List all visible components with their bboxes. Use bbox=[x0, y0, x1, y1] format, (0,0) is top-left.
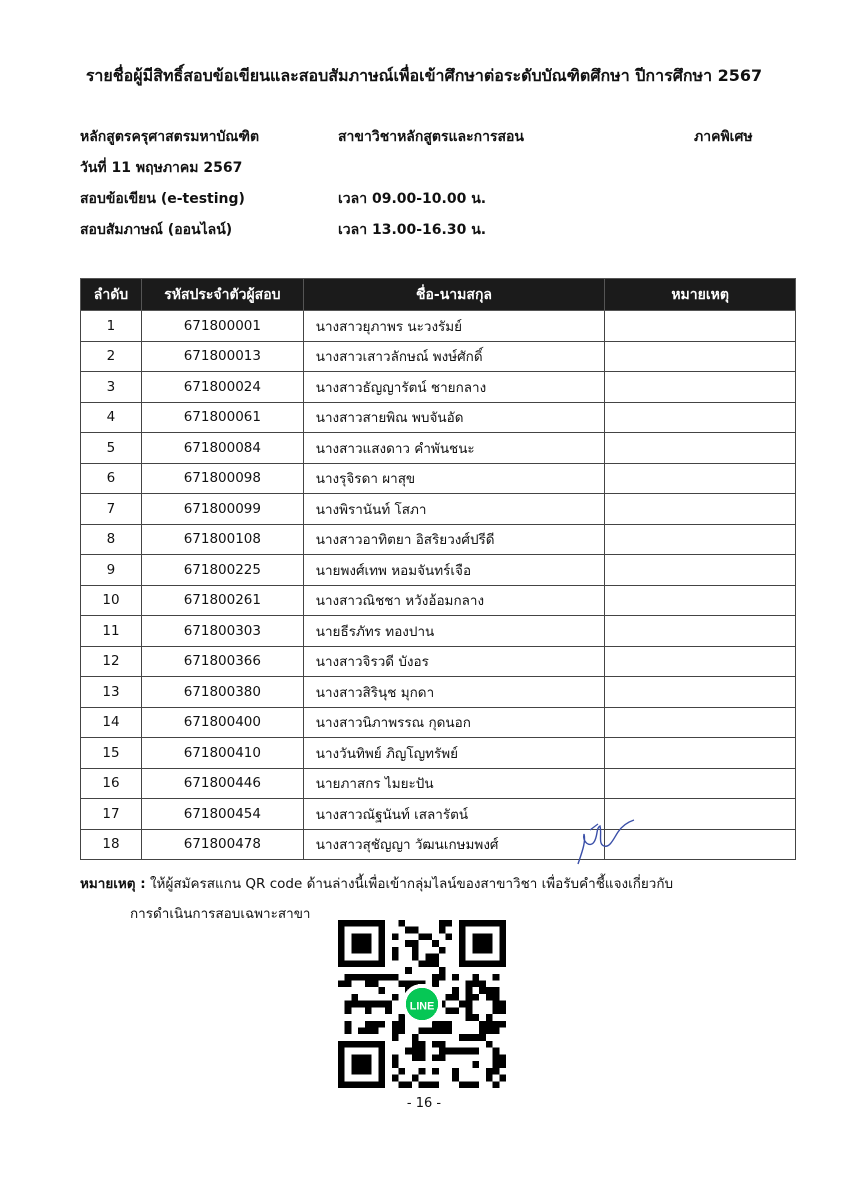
document-title: รายชื่อผู้มีสิทธิ์สอบข้อเขียนและสอบสัมภาษณ์เพื่อเข้าศึกษาต่อระดับบัณฑิตศึกษา ปีการศึกษา 2567 bbox=[85, 66, 763, 85]
header-no: ลำดับ bbox=[81, 279, 142, 311]
table-row bbox=[81, 799, 796, 830]
remark-note bbox=[80, 872, 780, 894]
cell-full-name: นายธีรภัทร ทองปาน bbox=[303, 616, 605, 647]
candidate-table bbox=[80, 278, 796, 860]
exam-date bbox=[80, 157, 242, 179]
cell-full-name: นางสาวสิรินุช มุกดา bbox=[303, 677, 605, 708]
program-name: หลักสูตรครุศาสตรมหาบัณฑิต bbox=[80, 129, 260, 145]
cell-exam-id: 671800061 bbox=[141, 402, 303, 433]
table-row bbox=[81, 463, 796, 494]
cell-no: 11 bbox=[81, 616, 142, 647]
program-line bbox=[80, 126, 753, 148]
page-number: - 16 - bbox=[406, 1096, 442, 1111]
table-row bbox=[81, 585, 796, 616]
line-group-qr-code[interactable] bbox=[338, 920, 506, 1088]
interview-label: สอบสัมภาษณ์ (ออนไลน์) bbox=[80, 222, 233, 238]
cell-exam-id: 671800024 bbox=[141, 372, 303, 403]
cell-remark bbox=[605, 524, 796, 555]
interview-time: เวลา 13.00-16.30 น. bbox=[338, 222, 487, 238]
cell-no: 12 bbox=[81, 646, 142, 677]
cell-no: 8 bbox=[81, 524, 142, 555]
header-remark: หมายเหตุ bbox=[605, 279, 796, 311]
cell-no: 10 bbox=[81, 585, 142, 616]
table-row bbox=[81, 677, 796, 708]
program-type: ภาคพิเศษ bbox=[694, 129, 753, 145]
table-row bbox=[81, 524, 796, 555]
cell-remark bbox=[605, 494, 796, 525]
interview-line bbox=[80, 219, 487, 241]
table-header-row bbox=[81, 279, 796, 311]
cell-no: 2 bbox=[81, 341, 142, 372]
table-row bbox=[81, 402, 796, 433]
table-row bbox=[81, 829, 796, 860]
cell-exam-id: 671800261 bbox=[141, 585, 303, 616]
written-exam-line bbox=[80, 188, 487, 210]
remark-label: หมายเหตุ : bbox=[80, 876, 146, 892]
table-row bbox=[81, 341, 796, 372]
cell-no: 16 bbox=[81, 768, 142, 799]
cell-no: 15 bbox=[81, 738, 142, 769]
cell-full-name: นางสาวอาทิตยา อิสริยวงศ์ปรีดี bbox=[303, 524, 605, 555]
cell-no: 6 bbox=[81, 463, 142, 494]
cell-remark bbox=[605, 616, 796, 647]
cell-exam-id: 671800446 bbox=[141, 768, 303, 799]
major-name: สาขาวิชาหลักสูตรและการสอน bbox=[338, 129, 525, 145]
cell-exam-id: 671800108 bbox=[141, 524, 303, 555]
cell-exam-id: 671800400 bbox=[141, 707, 303, 738]
table-row bbox=[81, 433, 796, 464]
cell-exam-id: 671800366 bbox=[141, 646, 303, 677]
cell-full-name: นางสาวณิชชา หวังอ้อมกลาง bbox=[303, 585, 605, 616]
cell-full-name: นางสาวนิภาพรรณ กุดนอก bbox=[303, 707, 605, 738]
cell-remark bbox=[605, 707, 796, 738]
cell-no: 17 bbox=[81, 799, 142, 830]
cell-remark bbox=[605, 341, 796, 372]
cell-full-name: นางสาวแสงดาว คำพันชนะ bbox=[303, 433, 605, 464]
cell-full-name: นางรุจิรดา ผาสุข bbox=[303, 463, 605, 494]
table-row bbox=[81, 707, 796, 738]
cell-exam-id: 671800454 bbox=[141, 799, 303, 830]
table-row bbox=[81, 646, 796, 677]
cell-full-name: นางสาวสุชัญญา วัฒนเกษมพงศ์ bbox=[303, 829, 605, 860]
cell-remark bbox=[605, 311, 796, 342]
cell-exam-id: 671800084 bbox=[141, 433, 303, 464]
written-exam-time: เวลา 09.00-10.00 น. bbox=[338, 191, 487, 207]
cell-no: 7 bbox=[81, 494, 142, 525]
cell-exam-id: 671800225 bbox=[141, 555, 303, 586]
cell-no: 18 bbox=[81, 829, 142, 860]
cell-exam-id: 671800001 bbox=[141, 311, 303, 342]
cell-remark bbox=[605, 646, 796, 677]
cell-no: 3 bbox=[81, 372, 142, 403]
cell-no: 13 bbox=[81, 677, 142, 708]
header-name: ชื่อ-นามสกุล bbox=[303, 279, 605, 311]
table-row bbox=[81, 494, 796, 525]
cell-full-name: นางสาวยุภาพร นะวงรัมย์ bbox=[303, 311, 605, 342]
cell-exam-id: 671800380 bbox=[141, 677, 303, 708]
cell-remark bbox=[605, 555, 796, 586]
cell-exam-id: 671800098 bbox=[141, 463, 303, 494]
cell-remark bbox=[605, 585, 796, 616]
cell-remark bbox=[605, 768, 796, 799]
table-row bbox=[81, 372, 796, 403]
cell-remark bbox=[605, 463, 796, 494]
cell-exam-id: 671800410 bbox=[141, 738, 303, 769]
cell-no: 4 bbox=[81, 402, 142, 433]
cell-full-name: นางสาวเสาวลักษณ์ พงษ์ศักดิ์ bbox=[303, 341, 605, 372]
table-row bbox=[81, 768, 796, 799]
remark-text-1: ให้ผู้สมัครสแกน QR code ด้านล่างนี้เพื่อเข้ากลุ่มไลน์ของสาขาวิชา เพื่อรับคำชี้แจงเกี่ยวกับ bbox=[149, 876, 674, 892]
cell-full-name: นางสาวจิรวดี บังอร bbox=[303, 646, 605, 677]
cell-exam-id: 671800099 bbox=[141, 494, 303, 525]
cell-remark bbox=[605, 677, 796, 708]
cell-full-name: นายพงศ์เทพ หอมจันทร์เจือ bbox=[303, 555, 605, 586]
cell-full-name: นายภาสกร ไมยะปัน bbox=[303, 768, 605, 799]
remark-text-2: การดำเนินการสอบเฉพาะสาขา bbox=[130, 906, 311, 922]
line-logo-text: LINE bbox=[409, 1000, 435, 1013]
cell-full-name: นางสาวณัฐนันท์ เสลารัตน์ bbox=[303, 799, 605, 830]
table-row bbox=[81, 616, 796, 647]
cell-no: 14 bbox=[81, 707, 142, 738]
signature-mark bbox=[568, 812, 648, 872]
exam-date-text: วันที่ 11 พฤษภาคม 2567 bbox=[80, 160, 243, 176]
cell-exam-id: 671800478 bbox=[141, 829, 303, 860]
cell-no: 5 bbox=[81, 433, 142, 464]
header-id: รหัสประจำตัวผู้สอบ bbox=[141, 279, 303, 311]
cell-remark bbox=[605, 402, 796, 433]
cell-remark bbox=[605, 372, 796, 403]
cell-full-name: นางวันทิพย์ ภิญโญทรัพย์ bbox=[303, 738, 605, 769]
cell-exam-id: 671800303 bbox=[141, 616, 303, 647]
cell-full-name: นางสาวสายพิณ พบจันอัด bbox=[303, 402, 605, 433]
table-row bbox=[81, 311, 796, 342]
cell-full-name: นางสาวธัญญารัตน์ ชายกลาง bbox=[303, 372, 605, 403]
cell-full-name: นางพิรานันท์ โสภา bbox=[303, 494, 605, 525]
cell-exam-id: 671800013 bbox=[141, 341, 303, 372]
table-row bbox=[81, 555, 796, 586]
written-exam-label: สอบข้อเขียน (e-testing) bbox=[80, 191, 245, 207]
cell-no: 9 bbox=[81, 555, 142, 586]
cell-no: 1 bbox=[81, 311, 142, 342]
cell-remark bbox=[605, 433, 796, 464]
table-row bbox=[81, 738, 796, 769]
cell-remark bbox=[605, 738, 796, 769]
